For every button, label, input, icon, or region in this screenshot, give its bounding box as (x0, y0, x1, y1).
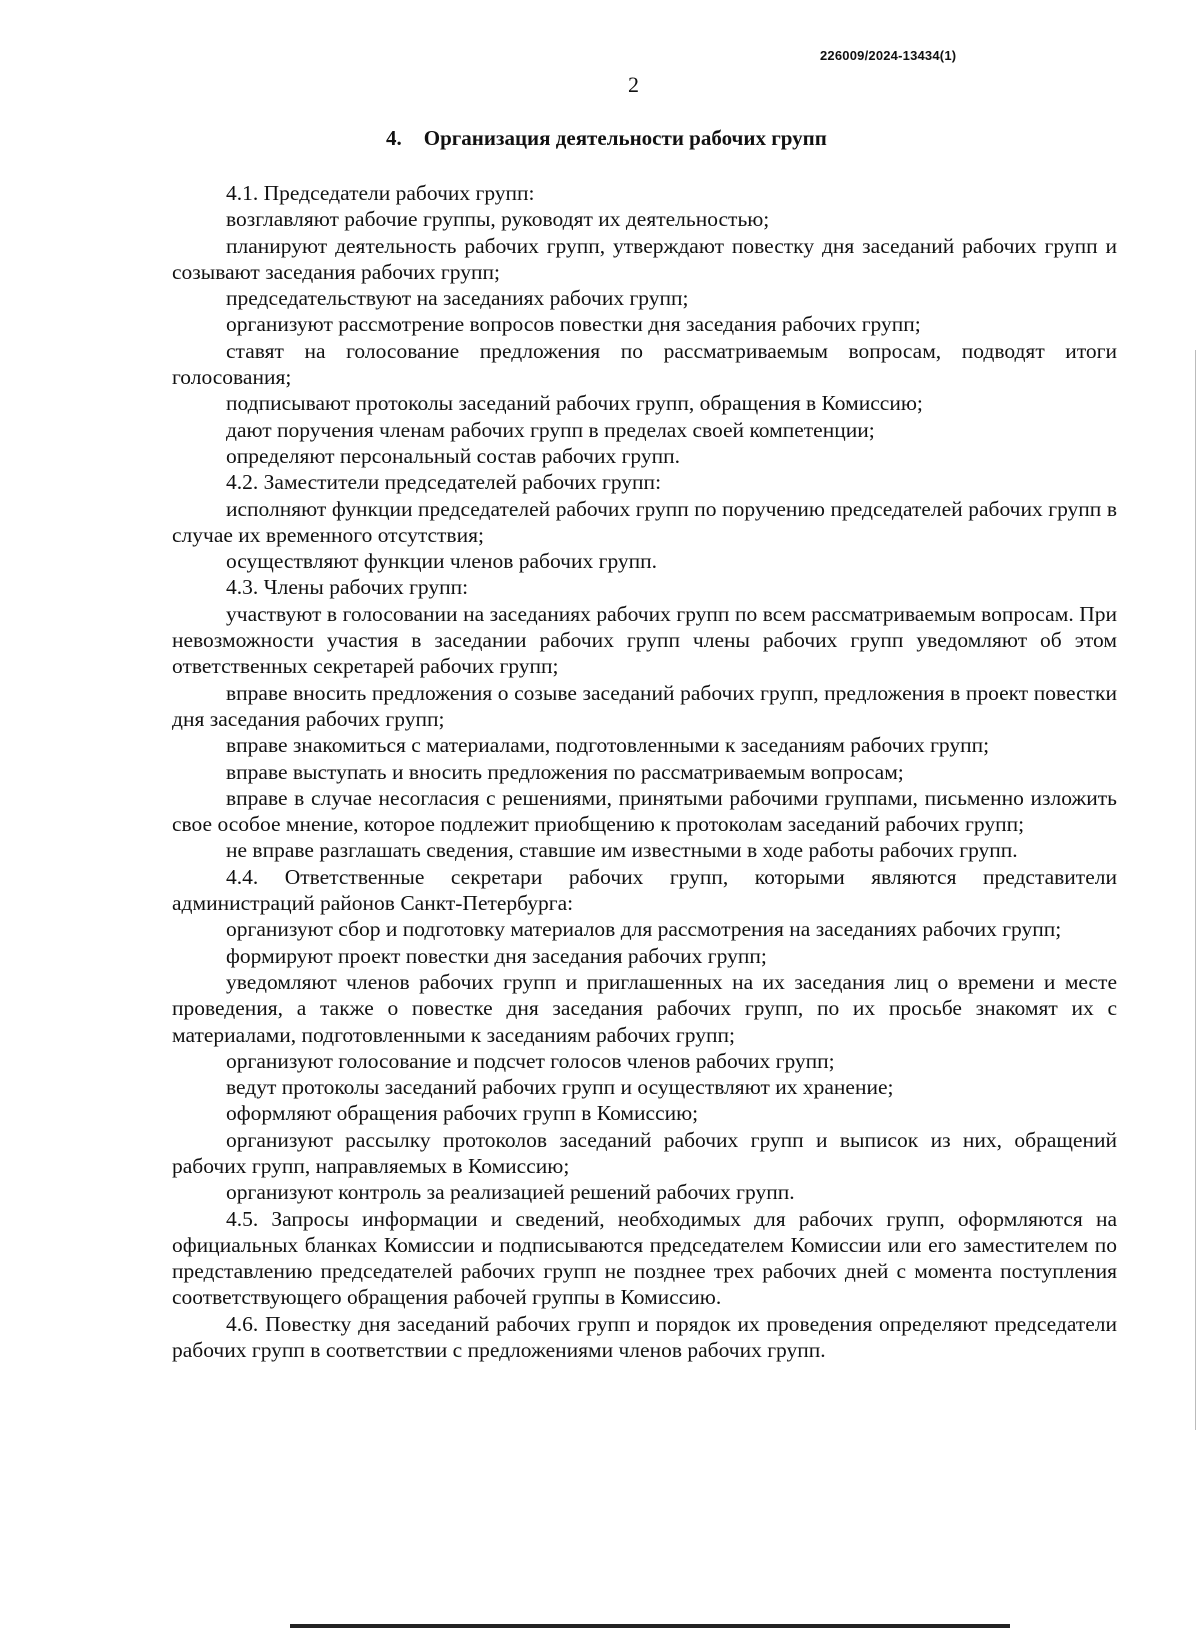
paragraph: 4.5. Запросы информации и сведений, необходимых для рабочих групп, оформляются на официальных бланках Комиссии и подписываются председателем Комиссии или его заместителем по представлению председателей рабочих групп не позднее трех рабочих дней с момента поступления соответствующего обращения рабочей группы в Комиссию. (172, 1206, 1117, 1310)
section-number: 4. (386, 126, 402, 150)
paragraph: не вправе разглашать сведения, ставшие им известными в ходе работы рабочих групп. (226, 838, 1018, 863)
paragraph: председательствуют на заседаниях рабочих групп; (226, 286, 689, 311)
paragraph: формируют проект повестки дня заседания рабочих групп; (226, 943, 767, 968)
document-body (172, 180, 1117, 1363)
document-registration-number: 226009/2024-13434(1) (820, 48, 957, 63)
paragraph: ведут протоколы заседаний рабочих групп и осуществляют их хранение; (226, 1075, 894, 1100)
paragraph: оформляют обращения рабочих групп в Комиссию; (226, 1101, 699, 1126)
paragraph: 4.6. Повестку дня заседаний рабочих групп и порядок их проведения определяют председатели рабочих групп в соответствии с предложениями членов рабочих групп. (172, 1311, 1117, 1363)
paragraph: организуют контроль за реализацией решений рабочих групп. (226, 1180, 795, 1205)
paragraph: организуют рассмотрение вопросов повестки дня заседания рабочих групп; (226, 312, 921, 337)
scan-edge-line (1195, 350, 1196, 1430)
paragraph: осуществляют функции членов рабочих групп. (226, 549, 658, 574)
paragraph: дают поручения членам рабочих групп в пределах своей компетенции; (226, 417, 875, 442)
paragraph: уведомляют членов рабочих групп и приглашенных на их заседания лиц о времени и месте проведения, а также о повестке дня заседания рабочих групп, по их просьбе знакомят их с материалами, подготовленными к заседаниям рабочих групп; (172, 969, 1117, 1047)
paragraph: исполняют функции председателей рабочих групп по поручению председателей рабочих групп в случае их временного отсутствия; (172, 496, 1117, 547)
section-title: Организация деятельности рабочих групп (423, 126, 827, 150)
paragraph: вправе в случае несогласия с решениями, принятыми рабочими группами, письменно изложить свое особое мнение, которое подлежит приобщению к протоколам заседаний рабочих групп; (172, 785, 1117, 837)
paragraph: подписывают протоколы заседаний рабочих групп, обращения в Комиссию; (226, 391, 923, 416)
scan-bottom-artifact (290, 1624, 1010, 1628)
page-number: 2 (628, 72, 639, 97)
paragraph: участвуют в голосовании на заседаниях рабочих групп по всем рассматриваемым вопросам. При невозможности участия в заседании рабочих групп члены рабочих групп уведомляют об этом ответственных секретарей рабочих групп; (172, 601, 1117, 679)
paragraph: 4.4. Ответственные секретари рабочих групп, которыми являются представители администраций районов Санкт-Петербурга: (172, 864, 1117, 916)
paragraph: ставят на голосование предложения по рассматриваемым вопросам, подводят итоги голосования; (172, 338, 1117, 390)
paragraph: возглавляют рабочие группы, руководят их деятельностью; (226, 207, 770, 232)
paragraph: вправе вносить предложения о созыве заседаний рабочих групп, предложения в проект повестки дня заседания рабочих групп; (172, 680, 1117, 731)
paragraph: организуют рассылку протоколов заседаний рабочих групп и выписок из них, обращений рабочих групп, направляемых в Комиссию; (172, 1127, 1117, 1178)
paragraph: организуют сбор и подготовку материалов для рассмотрения на заседаниях рабочих групп; (226, 917, 1062, 942)
paragraph: организуют голосование и подсчет голосов членов рабочих групп; (226, 1048, 835, 1073)
paragraph: 4.1. Председатели рабочих групп: (226, 181, 535, 205)
paragraph: вправе выступать и вносить предложения по рассматриваемым вопросам; (226, 759, 904, 784)
paragraph: 4.2. Заместители председателей рабочих групп: (226, 470, 662, 495)
section-heading (386, 126, 827, 151)
paragraph: вправе знакомиться с материалами, подготовленными к заседаниям рабочих групп; (226, 733, 990, 758)
paragraph: планируют деятельность рабочих групп, утверждают повестку дня заседаний рабочих групп и созывают заседания рабочих групп; (172, 233, 1117, 284)
paragraph: 4.3. Члены рабочих групп: (226, 575, 469, 600)
paragraph: определяют персональный состав рабочих групп. (226, 443, 680, 468)
